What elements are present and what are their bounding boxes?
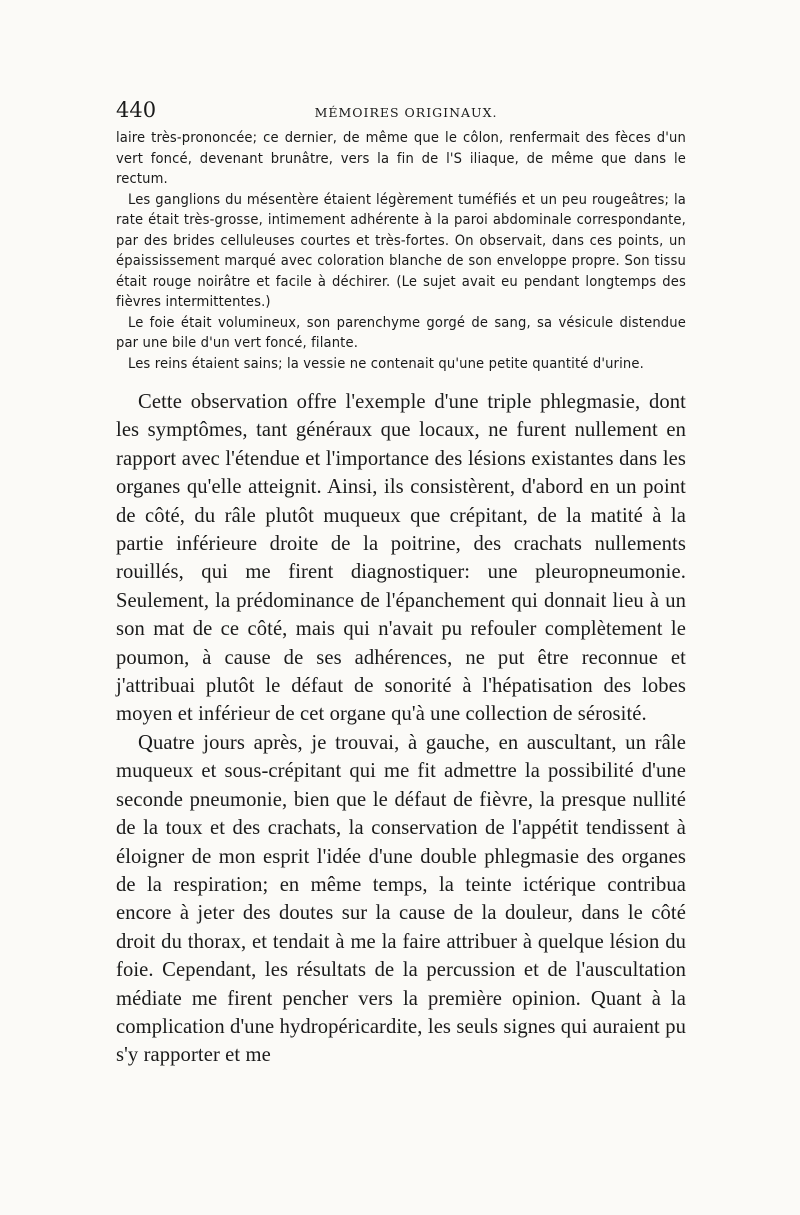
running-head: MÉMOIRES ORIGINAUX. bbox=[314, 105, 498, 120]
body-paragraph: Cette observation offre l'exemple d'une triple phlegmasie, dont les symptômes, tant généraux que locaux, ne furent nullement en rapport avec l'étendue et l'importance des lésions existantes dans les organes qu'elle atteignit. Ainsi, ils consistèrent, d'abord en un point de côté, du râle plutôt muqueux que crépitant, de la matité à la partie inférieure droite de la poitrine, des crachats nullements rouillés, qui me firent diagnostiquer: une pleuropneumonie. Seulement, la prédominance de l'épanchement qui donnait lieu à un son mat de ce côté, mais qui n'avait pu refouler complètement le poumon, à cause de ses adhérences, ne put être reconnue et j'attribuai plutôt le défaut de sonorité à l'hépatisation des lobes moyen et inférieur de cet organe qu'à une collection de sérosité. bbox=[116, 391, 686, 726]
page-number: 440 bbox=[116, 98, 157, 122]
page bbox=[116, 98, 686, 1070]
small-paragraph: laire très-prononcée; ce dernier, de même que le côlon, renfermait des fèces d'un vert foncé, devenant brunâtre, vers la fin de l'S iliaque, de même que dans le rectum. bbox=[116, 129, 686, 187]
small-paragraph: Les ganglions du mésentère étaient légèrement tuméfiés et un peu rougeâtres; la rate était très-grosse, intimement adhérente à la paroi abdominale correspondante, par des brides celluleuses courtes et très-fortes. On observait, dans ces points, un épaississement marqué avec coloration blanche de son enveloppe propre. Son tissu était rouge noirâtre et facile à déchirer. (Le sujet avait eu pendant longtemps des fièvres intermittentes.) bbox=[116, 190, 686, 310]
body-text-section bbox=[116, 388, 686, 1070]
small-print-section bbox=[116, 128, 686, 374]
small-paragraph: Le foie était volumineux, son parenchyme gorgé de sang, sa vésicule distendue par une bile d'un vert foncé, filante. bbox=[116, 313, 686, 351]
page-header bbox=[116, 98, 686, 124]
small-paragraph: Les reins étaient sains; la vessie ne contenait qu'une petite quantité d'urine. bbox=[128, 354, 644, 372]
body-paragraph: Quatre jours après, je trouvai, à gauche, en auscultant, un râle muqueux et sous-crépitant qui me fit admettre la possibilité d'une seconde pneumonie, bien que le défaut de fièvre, la presque nullité de la toux et des crachats, la conservation de l'appétit tendissent à éloigner de mon esprit l'idée d'une double phlegmasie des organes de la respiration; en même temps, la teinte ictérique contribua encore à jeter des doutes sur la cause de la douleur, dans le côté droit du thorax, et tendait à me la faire attribuer à quelque lésion du foie. Cependant, les résultats de la percussion et de l'auscultation médiate me firent pencher vers la première opinion. Quant à la complication d'une hydropéricardite, les seuls signes qui auraient pu s'y rapporter et me bbox=[116, 731, 686, 1067]
